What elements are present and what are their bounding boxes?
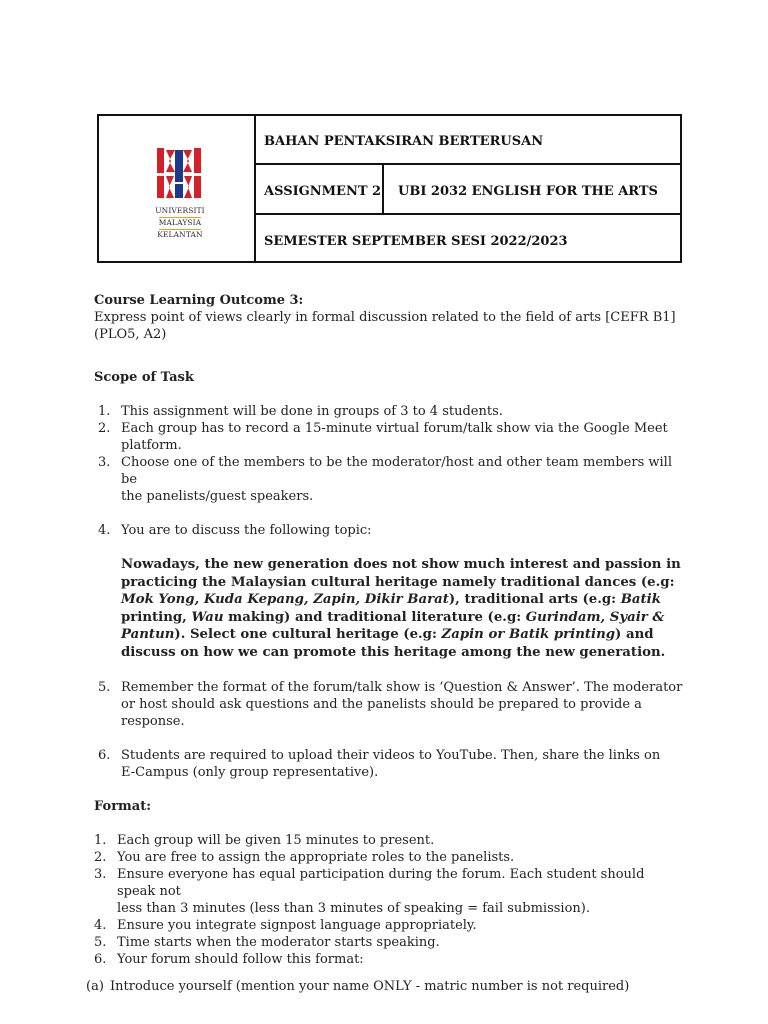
logo-red-chevron-lower-left	[166, 176, 174, 198]
umk-logo-icon	[154, 146, 204, 202]
header-row-title	[256, 116, 680, 165]
topic-example-select: Zapin or Batik printing	[441, 627, 616, 642]
list-item	[94, 747, 684, 781]
topic-example-dances: Mok Yong, Kuda Kepang, Zapin, Dikir Barat	[121, 592, 449, 607]
topic-text: making) and traditional literature (e.g:	[223, 609, 526, 625]
scope-heading: Scope of Task	[94, 370, 194, 385]
topic-text: ), traditional arts (e.g:	[448, 592, 621, 607]
topic-example-wau: Wau	[191, 609, 224, 625]
list-item-text: E-Campus (only group representative).	[121, 765, 379, 780]
list-item-text: Each group will be given 15 minutes to present.	[117, 833, 435, 848]
list-item	[94, 849, 684, 866]
list-number: 4.	[98, 523, 111, 538]
list-item-text: Ensure everyone has equal participation during the forum. Each student should speak not	[117, 867, 645, 899]
list-item-text: Remember the format of the forum/talk show is ‘Question & Answer’. The moderator	[121, 680, 683, 695]
clo-text-line-2: (PLO5, A2)	[94, 327, 167, 342]
doc-title: BAHAN PENTAKSIRAN BERTERUSAN	[264, 134, 544, 149]
list-item-text: Choose one of the members to be the moderator/host and other team members will be	[121, 455, 672, 487]
list-item	[94, 454, 684, 505]
list-item-text: the panelists/guest speakers.	[121, 489, 314, 504]
scope-list-continued	[94, 679, 684, 781]
logo-blue-base	[175, 184, 183, 198]
list-item	[94, 420, 684, 454]
list-number: 1.	[98, 404, 111, 419]
header-row-semester	[256, 215, 680, 261]
clo-heading: Course Learning Outcome 3:	[94, 293, 304, 308]
sub-item-text: Introduce yourself (mention your name ONLY - matric number is not required)	[110, 979, 630, 994]
list-number: 1.	[94, 833, 107, 848]
list-item	[94, 917, 684, 934]
list-item	[94, 832, 684, 849]
list-item-text: You are free to assign the appropriate roles to the panelists.	[117, 850, 515, 865]
list-item	[94, 866, 684, 917]
logo-red-bar-right-lower	[194, 176, 201, 198]
list-item-text: Students are required to upload their videos to YouTube. Then, share the links on	[121, 748, 661, 763]
list-item	[94, 403, 684, 420]
logo-blue-stem	[175, 150, 183, 174]
list-item	[94, 679, 684, 730]
header-table	[97, 114, 682, 263]
topic-text: ). Select one cultural heritage (e.g:	[174, 627, 442, 642]
list-number: 4.	[94, 918, 107, 933]
list-item-text: less than 3 minutes (less than 3 minutes of speaking = fail submission).	[117, 901, 590, 916]
course-title: UBI 2032 ENGLISH FOR THE ARTS	[398, 184, 658, 199]
topic-text: printing,	[121, 609, 192, 625]
format-list	[94, 832, 684, 968]
assignment-label: ASSIGNMENT 2	[264, 184, 382, 199]
list-number: 5.	[98, 680, 111, 695]
list-item-text: or host should ask questions and the panelists should be prepared to provide a response.	[121, 697, 642, 729]
list-number: 6.	[98, 748, 111, 763]
logo-red-bar-left-lower	[157, 176, 164, 198]
list-number: 5.	[94, 935, 107, 950]
clo-text-line-1: Express point of views clearly in formal discussion related to the field of arts [CEFR B1]	[94, 310, 676, 325]
list-number: 2.	[94, 850, 107, 865]
topic-example-batik: Batik	[620, 592, 661, 607]
sub-item-label: (a)	[86, 979, 104, 994]
list-item-text: This assignment will be done in groups of 3 to 4 students.	[121, 404, 503, 419]
semester-label: SEMESTER SEPTEMBER SESI 2022/2023	[264, 234, 568, 249]
list-item-text: Each group has to record a 15-minute virtual forum/talk show via the Google Meet	[121, 421, 668, 436]
logo-red-chevron-left	[166, 150, 175, 172]
logo-blue-arc	[175, 174, 183, 182]
scope-list	[94, 403, 684, 539]
list-item-text: Time starts when the moderator starts speaking.	[117, 935, 440, 950]
logo-red-chevron-right	[183, 150, 192, 172]
list-item-text: You are to discuss the following topic:	[121, 523, 372, 538]
header-cell-divider	[382, 165, 384, 213]
logo-red-chevron-lower-right	[184, 176, 192, 198]
logo-name-line-2: MALAYSIA	[158, 218, 202, 227]
discussion-topic	[94, 556, 684, 661]
topic-text: Nowadays, the new generation does not show much interest and passion in practicing the Malaysian cultural heritage namely traditional dances (e.g:	[121, 557, 681, 590]
document-body	[86, 292, 684, 995]
logo-name-line-1: UNIVERSITI	[155, 206, 205, 215]
format-heading: Format:	[94, 799, 152, 814]
sub-item-a	[86, 978, 684, 995]
logo-red-bar-right	[194, 148, 201, 173]
topic-example-literature: Gurindam, Syair & Pantun	[121, 609, 665, 642]
list-item-text: platform.	[121, 438, 182, 453]
list-item-text: Ensure you integrate signpost language appropriately.	[117, 918, 477, 933]
list-number: 6.	[94, 952, 107, 967]
logo-red-bar-left	[157, 148, 164, 173]
topic-text: ) and discuss on how we can promote this heritage among the new generation.	[121, 627, 666, 660]
list-item	[94, 522, 684, 539]
list-item-text: Your forum should follow this format:	[117, 952, 364, 967]
list-number: 3.	[94, 867, 107, 882]
list-item	[94, 934, 684, 951]
logo-name-line-3: KELANTAN	[157, 230, 203, 239]
logo-cell	[99, 116, 256, 261]
list-item	[94, 951, 684, 968]
list-number: 2.	[98, 421, 111, 436]
list-number: 3.	[98, 455, 111, 470]
header-row-assignment	[256, 165, 680, 215]
